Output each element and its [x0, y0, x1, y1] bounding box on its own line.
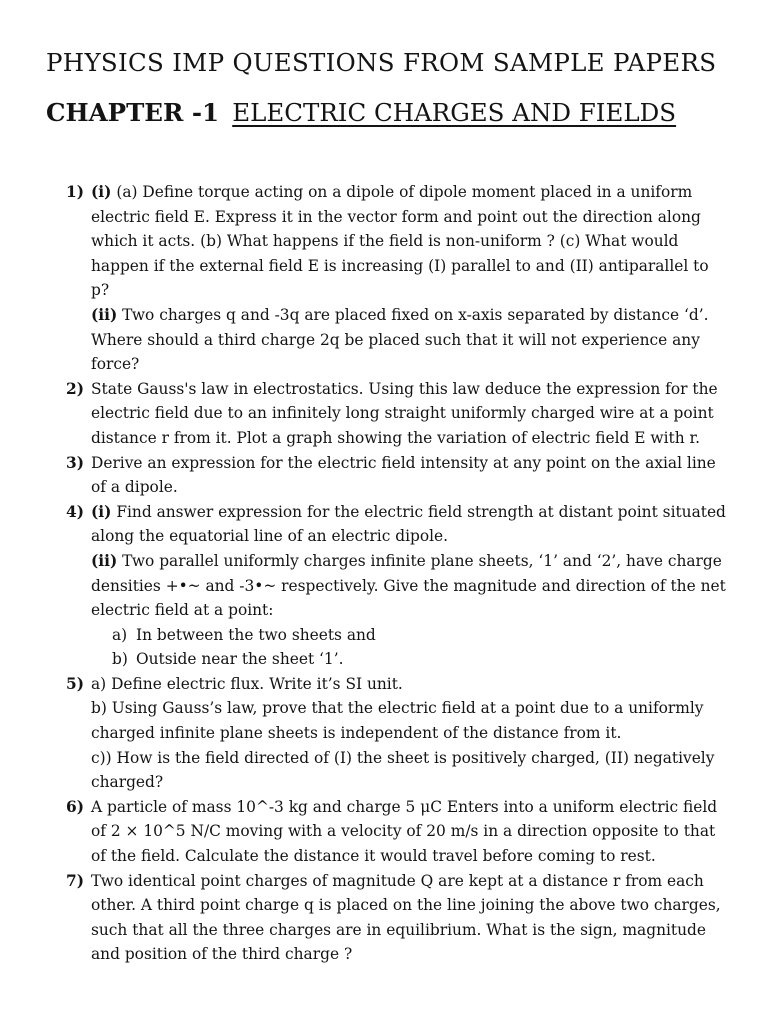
question-part — [91, 303, 728, 377]
question-number: 6) — [66, 797, 84, 816]
question-number: 2) — [66, 379, 84, 398]
question-number: 5) — [66, 674, 84, 693]
question-text: Derive an expression for the electric field intensity at any point on the axial line of a dipole. — [91, 453, 716, 497]
part-label: (ii) — [91, 551, 118, 570]
option-text: Outside near the sheet ‘1’. — [136, 650, 344, 669]
question-number: 7) — [66, 871, 84, 890]
question-text: A particle of mass 10^-3 kg and charge 5 μC Enters into a uniform electric field of 2 × 10^5 N/C moving with a velocity of 20 m/s in a direction opposite to that of the field. Calculate the distance it would travel before coming to rest. — [91, 797, 718, 866]
part-text: Two parallel uniformly charges infinite plane sheets, ‘1’ and ‘2’, have charge densities +•~ and -3•~ respectively. Give the magnitude and direction of the net electric field at a point: — [91, 551, 726, 620]
option-label: a) — [112, 625, 128, 644]
question-part — [91, 180, 728, 303]
question-2 — [66, 377, 728, 451]
part-text: Find answer expression for the electric field strength at distant point situated along the equatorial line of an electric dipole. — [91, 502, 726, 546]
question-1 — [66, 180, 728, 377]
question-body — [91, 672, 728, 795]
question-5 — [66, 672, 728, 795]
option-item — [91, 623, 728, 648]
question-line: c)) How is the field directed of (I) the sheet is positively charged, (II) negatively charged? — [91, 748, 715, 792]
chapter-name: ELECTRIC CHARGES AND FIELDS — [232, 98, 677, 127]
question-part — [91, 500, 728, 549]
page-title: PHYSICS IMP QUESTIONS FROM SAMPLE PAPERS — [46, 48, 717, 77]
question-4 — [66, 500, 728, 672]
question-line: b) Using Gauss’s law, prove that the electric field at a point due to a uniformly charged infinite plane sheets is independent of the distance from it. — [91, 699, 704, 743]
option-text: In between the two sheets and — [136, 625, 376, 644]
question-body — [91, 500, 728, 672]
option-item — [91, 647, 728, 672]
option-label: b) — [112, 650, 128, 669]
chapter-number: CHAPTER -1 — [46, 98, 220, 127]
question-text: Two identical point charges of magnitude Q are kept at a distance r from each other. A third point charge q is placed on the line joining the above two charges, such that all the three charges are in equilibrium. What is the sign, magnitude and position of the third charge ? — [91, 871, 721, 964]
question-line: a) Define electric flux. Write it’s SI unit. — [91, 674, 403, 693]
part-label: (i) — [91, 183, 112, 201]
part-text: Two charges q and -3q are placed fixed on x-axis separated by distance ‘d’. Where should a third charge 2q be placed such that it will not experience any force? — [91, 305, 709, 374]
part-label: (ii) — [91, 305, 118, 324]
question-text: State Gauss's law in electrostatics. Using this law deduce the expression for the electric field due to an infinitely long straight uniformly charged wire at a point distance r from it. Plot a graph showing the variation of electric field E with r. — [91, 379, 718, 447]
chapter-heading — [46, 98, 676, 127]
question-number: 1) — [66, 183, 84, 201]
question-part — [91, 549, 728, 623]
part-label: (i) — [91, 502, 112, 521]
question-6 — [66, 795, 728, 869]
part-text: (a) Define torque acting on a dipole of dipole moment placed in a uniform electric field E. Express it in the vector form and point out the direction along which it acts. (b) What happens if the field is non-uniform ? (c) What would happen if the external field E is increasing (I) parallel to and (II) antiparallel to p? — [91, 183, 709, 300]
question-number: 4) — [66, 502, 84, 521]
question-number: 3) — [66, 453, 84, 472]
question-3 — [66, 451, 728, 500]
question-7 — [66, 869, 728, 967]
question-body — [91, 180, 728, 377]
question-list — [66, 180, 728, 967]
